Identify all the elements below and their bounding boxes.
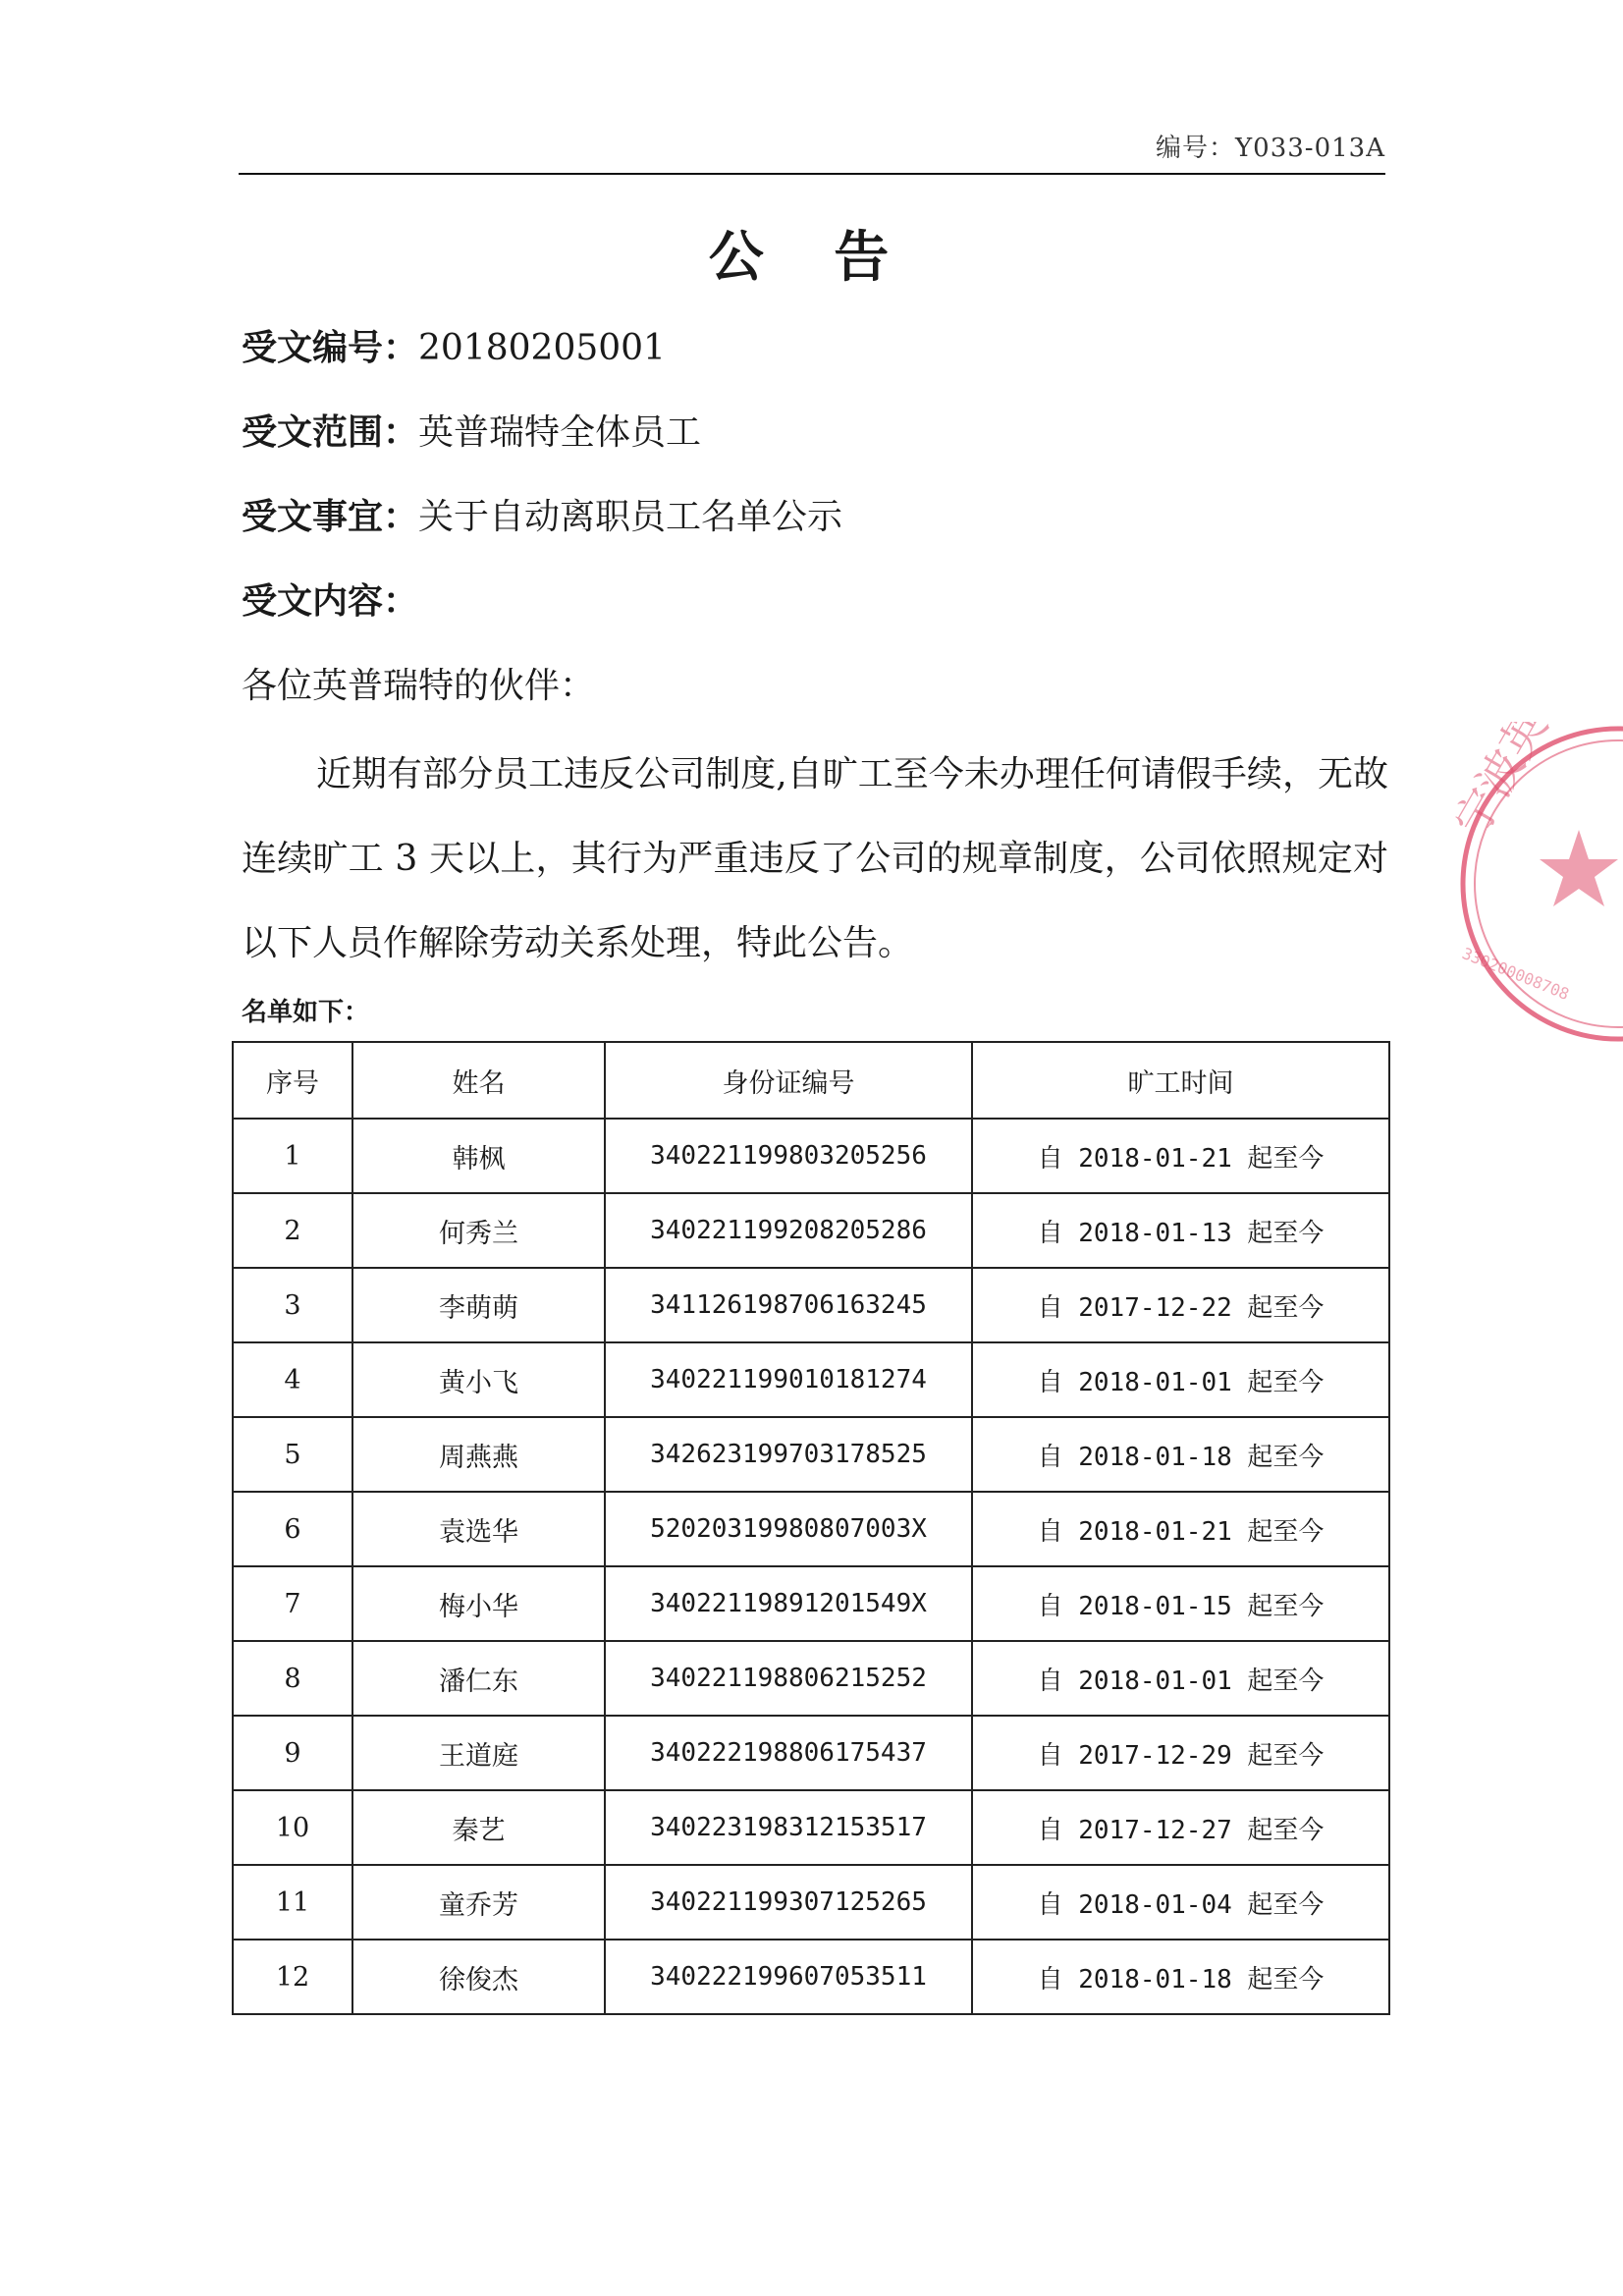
employee-name: 韩枫 [352,1119,605,1193]
absence-time: 自 2018-01-21 起至今 [972,1119,1389,1193]
table-row [233,1790,1389,1865]
employee-name: 潘仁东 [352,1641,605,1716]
header-index: 序号 [233,1042,352,1119]
id-number: 340221199208205286 [605,1193,972,1268]
receipt-number-value: 20180205001 [418,328,666,368]
absence-time: 自 2018-01-18 起至今 [972,1940,1389,2014]
employee-name: 童乔芳 [352,1865,605,1940]
scope-value: 英普瑞特全体员工 [418,412,702,453]
absence-time: 自 2018-01-13 起至今 [972,1193,1389,1268]
subject-row [242,489,842,539]
header-name: 姓名 [352,1042,605,1119]
absence-time: 自 2017-12-27 起至今 [972,1790,1389,1865]
content-label: 受文内容： [242,581,419,622]
header-rule [239,173,1385,175]
id-number: 340222199607053511 [605,1940,972,2014]
row-index: 9 [233,1716,352,1790]
id-number: 340223198312153517 [605,1790,972,1865]
absence-time: 自 2018-01-21 起至今 [972,1492,1389,1566]
table-row [233,1268,1389,1342]
svg-text:330200008708: 330200008708 [1459,944,1572,1005]
absence-time: 自 2017-12-29 起至今 [972,1716,1389,1790]
row-index: 4 [233,1342,352,1417]
employee-table [232,1041,1390,2015]
row-index: 2 [233,1193,352,1268]
receipt-number-row [242,320,666,370]
list-label: 名单如下： [242,998,370,1027]
employee-name: 黄小飞 [352,1342,605,1417]
employee-name: 梅小华 [352,1566,605,1641]
header-absence-time: 旷工时间 [972,1042,1389,1119]
row-index: 5 [233,1417,352,1492]
table-row [233,1193,1389,1268]
scope-label: 受文范围： [242,412,419,453]
subject-label: 受文事宜： [242,497,419,537]
table-row [233,1417,1389,1492]
row-index: 11 [233,1865,352,1940]
id-number: 340222198806175437 [605,1716,972,1790]
table-row [233,1716,1389,1790]
row-index: 3 [233,1268,352,1342]
id-number: 52020319980807003X [605,1492,972,1566]
header-id-number: 身份证编号 [605,1042,972,1119]
greeting: 各位英普瑞特的伙伴： [242,666,596,706]
table-row [233,1342,1389,1417]
id-number: 342623199703178525 [605,1417,972,1492]
employee-name: 何秀兰 [352,1193,605,1268]
absence-time: 自 2018-01-15 起至今 [972,1566,1389,1641]
employee-name: 王道庭 [352,1716,605,1790]
employee-name: 周燕燕 [352,1417,605,1492]
table-row [233,1940,1389,2014]
subject-value: 关于自动离职员工名单公示 [418,497,843,537]
receipt-number-label: 受文编号： [242,328,419,368]
table-row [233,1492,1389,1566]
scope-row [242,405,701,455]
row-index: 7 [233,1566,352,1641]
row-index: 10 [233,1790,352,1865]
body-paragraph: 近期有部分员工违反公司制度,自旷工至今未办理任何请假手续，无故连续旷工 3 天以上，其行为严重违反了公司的规章制度，公司依照规定对以下人员作解除劳动关系处理，特此公告。 [242,754,1388,963]
employee-name: 秦艺 [352,1790,605,1865]
id-number: 341126198706163245 [605,1268,972,1342]
row-index: 6 [233,1492,352,1566]
company-seal [1422,722,1623,1046]
employee-name: 李萌萌 [352,1268,605,1342]
document-number: 编号：Y033-013A [1156,134,1385,163]
id-number: 340221199803205256 [605,1119,972,1193]
id-number: 340221198806215252 [605,1641,972,1716]
row-index: 12 [233,1940,352,2014]
id-number: 34022119891201549X [605,1566,972,1641]
content-row [242,574,418,624]
absence-time: 自 2017-12-22 起至今 [972,1268,1389,1342]
employee-name: 袁选华 [352,1492,605,1566]
absence-time: 自 2018-01-01 起至今 [972,1641,1389,1716]
row-index: 8 [233,1641,352,1716]
table-row [233,1119,1389,1193]
id-number: 340221199307125265 [605,1865,972,1940]
table-row [233,1566,1389,1641]
table-header-row [233,1042,1389,1119]
row-index: 1 [233,1119,352,1193]
table-row [233,1865,1389,1940]
absence-time: 自 2018-01-18 起至今 [972,1417,1389,1492]
svg-text:宁波英普: 宁波英普 [1443,722,1581,846]
table-row [233,1641,1389,1716]
absence-time: 自 2018-01-01 起至今 [972,1342,1389,1417]
id-number: 340221199010181274 [605,1342,972,1417]
employee-name: 徐俊杰 [352,1940,605,2014]
absence-time: 自 2018-01-04 起至今 [972,1865,1389,1940]
page-title: 公 告 [708,226,915,290]
